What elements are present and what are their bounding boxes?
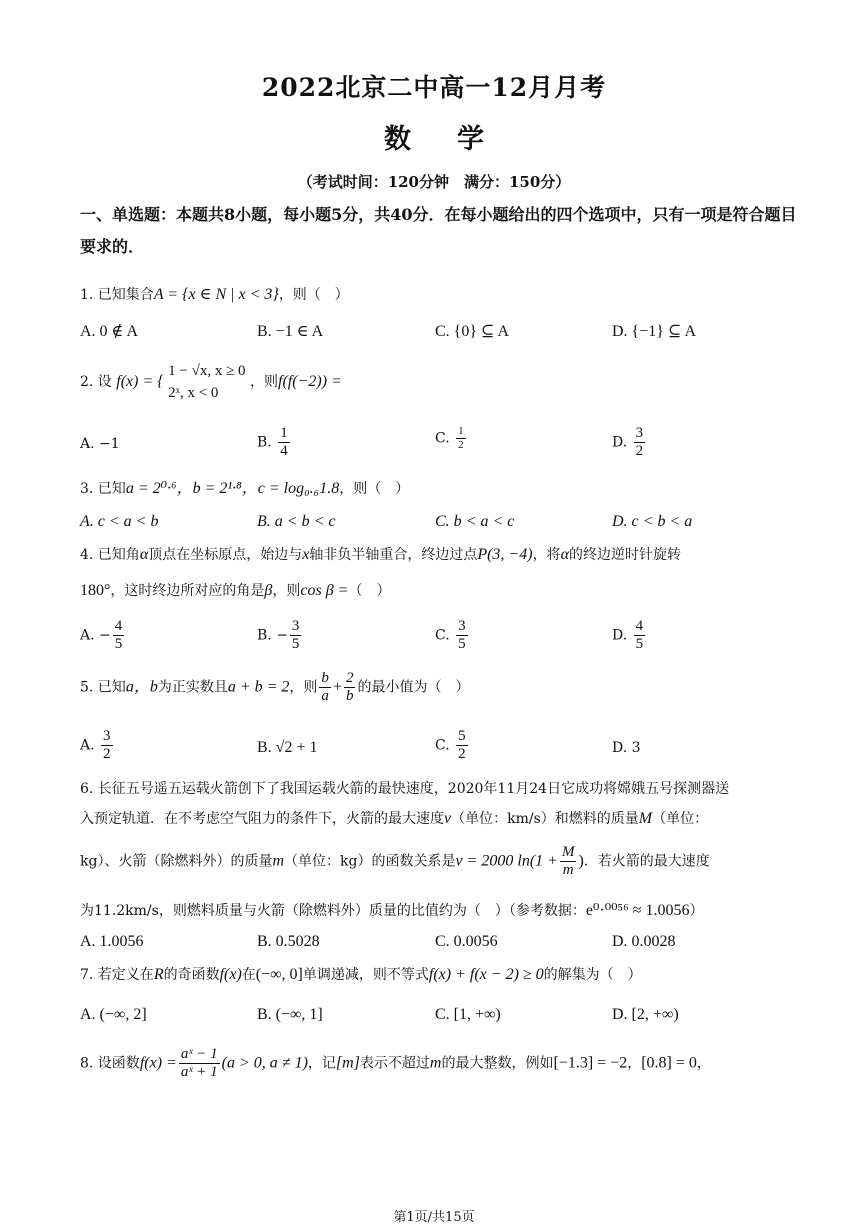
text: ，将 — [532, 547, 561, 563]
question-2-option-d-label: D. — [612, 434, 628, 451]
text: 4. 已知角 — [80, 547, 140, 563]
fraction-numerator: 4 — [114, 618, 123, 634]
question-4-option-d — [612, 618, 647, 653]
fraction-numerator: b — [321, 670, 329, 686]
question-5-option-b: B. √2 + 1 — [257, 739, 318, 756]
option-label: C. — [435, 627, 450, 644]
text: 顶点在坐标原点，始边与 — [148, 547, 303, 563]
text: 表示不超过 — [359, 1055, 430, 1072]
question-6-line-3 — [80, 844, 710, 879]
option-label: A. − — [80, 627, 111, 644]
fraction-denominator: 4 — [280, 443, 288, 459]
option-label: D. — [612, 627, 628, 644]
question-3-option-c: C. b < a < c — [435, 513, 515, 530]
fraction-numerator: 2 — [345, 670, 354, 686]
option-label: B. − — [257, 627, 288, 644]
text: 的解集为（ ） — [543, 967, 642, 983]
question-7 — [80, 964, 642, 986]
question-1-option-c: C. {0} ⊆ A — [435, 323, 510, 340]
fraction-numerator: 3 — [291, 618, 300, 634]
text: kg）、火箭（除燃料外）的质量 — [80, 853, 273, 870]
variables: a，b — [125, 678, 158, 696]
question-4-option-a — [80, 618, 126, 653]
question-3-values: a = 2⁰·⁶，b = 2¹·⁸，c = log₀.₆1.8 — [125, 480, 340, 497]
question-1-option-d: D. {−1} ⊆ A — [612, 323, 697, 340]
text: ，则 — [272, 583, 301, 599]
plus-sign: + — [332, 678, 342, 696]
question-4-option-c — [435, 618, 470, 653]
alpha-symbol: α — [560, 546, 569, 563]
text: 的终边逆时针旋转 — [568, 547, 681, 563]
question-6-option-d: D. 0.0028 — [612, 933, 676, 950]
subject-title: 数学 — [384, 124, 530, 155]
m-symbol: m — [429, 1054, 442, 1072]
question-1-option-a: A. 0 ∉ A — [80, 323, 139, 340]
text: 5. 已知 — [80, 679, 126, 696]
text: 在 — [241, 967, 256, 983]
question-6-option-b: B. 0.5028 — [257, 933, 320, 950]
question-2-function: f(x) = { — [116, 373, 164, 390]
text: 为正实数且 — [157, 679, 228, 696]
fraction-denominator: 2 — [103, 746, 111, 762]
fraction-numerator: aˣ − 1 — [180, 1046, 218, 1062]
question-1-set: A = {x ∈ N | x < 3} — [153, 286, 279, 303]
paren: ) — [578, 852, 584, 870]
option-label: C. — [435, 737, 450, 754]
fraction-numerator: 1 — [280, 425, 288, 441]
example-1: [−1.3] = −2 — [553, 1054, 628, 1072]
r-symbol: R — [153, 966, 164, 983]
beta-symbol: β — [264, 582, 273, 599]
question-6-option-a: A. 1.0056 — [80, 933, 144, 950]
floor-m: [m] — [335, 1054, 360, 1072]
page-number: 第1页/共15页 — [393, 1210, 475, 1225]
section-heading: 一、单选题：本题共8小题，每小题5分，共40分．在每小题给出的四个选项中，只有一项是符合题目要求的． — [80, 205, 797, 256]
question-3-option-a: A. c < a < b — [80, 513, 159, 530]
question-3-option-b: B. a < b < c — [257, 513, 336, 530]
question-3-prefix: 3. 已知 — [80, 481, 126, 497]
fraction-numerator: M — [561, 844, 575, 860]
m-upper-symbol: M — [638, 810, 653, 827]
question-6-line-4 — [80, 900, 703, 922]
fraction-denominator: b — [345, 688, 354, 704]
cos-beta: cos β = — [300, 582, 349, 599]
fraction-denominator: 5 — [291, 636, 300, 652]
question-2-option-c — [435, 425, 468, 452]
text: ） — [689, 903, 704, 919]
text: ，则 — [289, 679, 318, 696]
question-2-suffix: ，则 — [250, 374, 279, 390]
v-symbol: v — [444, 810, 452, 827]
question-2-option-d — [612, 425, 647, 460]
question-6-option-c: C. 0.0056 — [435, 933, 498, 950]
text: 单调递减，则不等式 — [302, 967, 429, 983]
point-p: P(3, −4) — [477, 546, 533, 563]
text: ，这时终边所对应的角是 — [110, 583, 265, 599]
text: （单位：kg）的函数关系是 — [284, 853, 456, 870]
text: 8. 设函数 — [80, 1055, 140, 1072]
question-1-suffix: ，则（ ） — [278, 287, 349, 303]
interval: (−∞, 0] — [255, 966, 303, 983]
option-label: A. — [80, 737, 95, 754]
question-8 — [80, 1046, 711, 1081]
text: 的奇函数 — [163, 967, 220, 983]
text: 7. 若定义在 — [80, 967, 154, 983]
fraction-denominator: 2 — [635, 443, 644, 459]
question-5-option-a — [80, 728, 115, 763]
fraction-denominator: 5 — [114, 636, 123, 652]
x-symbol: x — [302, 546, 310, 563]
fraction-denominator: aˣ + 1 — [180, 1064, 218, 1080]
angle-value: 180° — [80, 582, 111, 599]
function-f: f(x) = — [139, 1054, 177, 1072]
text: 的最小值为（ ） — [357, 679, 470, 696]
question-7-option-d: D. [2, +∞) — [612, 1006, 679, 1023]
example-2: [0.8] = 0 — [641, 1054, 697, 1072]
question-2-option-b — [257, 425, 292, 460]
question-3 — [80, 478, 409, 500]
function-f: f(x) — [219, 966, 242, 983]
fraction-denominator: a — [321, 688, 329, 704]
question-2 — [80, 360, 342, 404]
fraction-denominator: m — [562, 862, 574, 878]
question-2-expression: f(f(−2)) = — [278, 373, 342, 390]
question-1-option-b: B. −1 ∈ A — [257, 323, 324, 340]
question-3-option-d: D. c < b < a — [612, 513, 693, 530]
question-1-prefix: 1. 已知集合 — [80, 287, 154, 303]
question-2-prefix: 2. 设 — [80, 374, 112, 390]
text: 为11.2km/s，则燃料质量与火箭（除燃料外）质量的比值约为（ ）（参考数据： — [80, 903, 586, 919]
fraction-numerator: 3 — [635, 425, 644, 441]
question-2-option-c-label: C. — [435, 430, 450, 447]
fraction-numerator: 1 — [458, 425, 464, 437]
fraction-denominator: 5 — [458, 636, 466, 652]
text: 轴非负半轴重合，终边过点 — [309, 547, 478, 563]
question-3-suffix: ，则（ ） — [339, 481, 410, 497]
m-lower-symbol: m — [272, 852, 285, 870]
text: （单位：km/s）和燃料的质量 — [451, 811, 639, 827]
question-2-option-a: A. −1 — [80, 436, 120, 452]
question-2-piece-2: 2ˣ, x < 0 — [168, 385, 219, 401]
reference-data: e⁰·⁰⁰⁵⁶ ≈ 1.0056 — [585, 902, 690, 919]
question-7-option-c: C. [1, +∞) — [435, 1006, 501, 1023]
fraction-numerator: 3 — [103, 728, 111, 744]
question-1 — [80, 284, 349, 306]
text: （单位： — [652, 811, 709, 827]
fraction-denominator: 2 — [458, 746, 466, 762]
question-4-line-2 — [80, 580, 390, 602]
formula: v = 2000 ln(1 + — [455, 852, 558, 870]
question-7-option-a: A. (−∞, 2] — [80, 1006, 147, 1023]
text: ， — [696, 1055, 711, 1072]
condition: (a > 0, a ≠ 1) — [221, 1054, 308, 1072]
alpha-symbol: α — [139, 546, 149, 563]
fraction-denominator: 2 — [458, 439, 464, 451]
fraction-denominator: 5 — [635, 636, 644, 652]
question-5 — [80, 670, 469, 705]
question-4-line-1 — [80, 544, 681, 566]
text: 的最大整数，例如 — [441, 1055, 554, 1072]
text: ， — [627, 1055, 642, 1072]
question-6-line-2 — [80, 808, 708, 830]
question-2-option-b-label: B. — [257, 434, 272, 451]
fraction-numerator: 3 — [458, 618, 466, 634]
question-7-option-b: B. (−∞, 1] — [257, 1006, 323, 1023]
condition: a + b = 2 — [227, 678, 290, 696]
question-5-option-d: D. 3 — [612, 740, 641, 756]
page-title: 2022北京二中高一12月月考 — [261, 73, 607, 102]
text: ．若火箭的最大速度 — [583, 853, 710, 870]
text: 入预定轨道．在不考虑空气阻力的条件下，火箭的最大速度 — [80, 811, 444, 827]
question-5-option-c — [435, 728, 470, 763]
fraction-numerator: 4 — [635, 618, 644, 634]
fraction-numerator: 5 — [458, 728, 466, 744]
exam-info: （考试时间：120分钟 满分：150分） — [297, 173, 571, 191]
question-4-option-b — [257, 618, 303, 653]
question-2-piece-1: 1 − √x, x ≥ 0 — [168, 363, 246, 379]
question-6-line-1: 6. 长征五号遥五运载火箭创下了我国运载火箭的最快速度，2020年11月24日它成功将嫦娥五号探测器送 — [80, 781, 730, 797]
text: （ ） — [348, 583, 391, 599]
inequality: f(x) + f(x − 2) ≥ 0 — [428, 966, 544, 983]
question-2-piecewise — [168, 360, 245, 404]
text: ，记 — [307, 1055, 336, 1072]
